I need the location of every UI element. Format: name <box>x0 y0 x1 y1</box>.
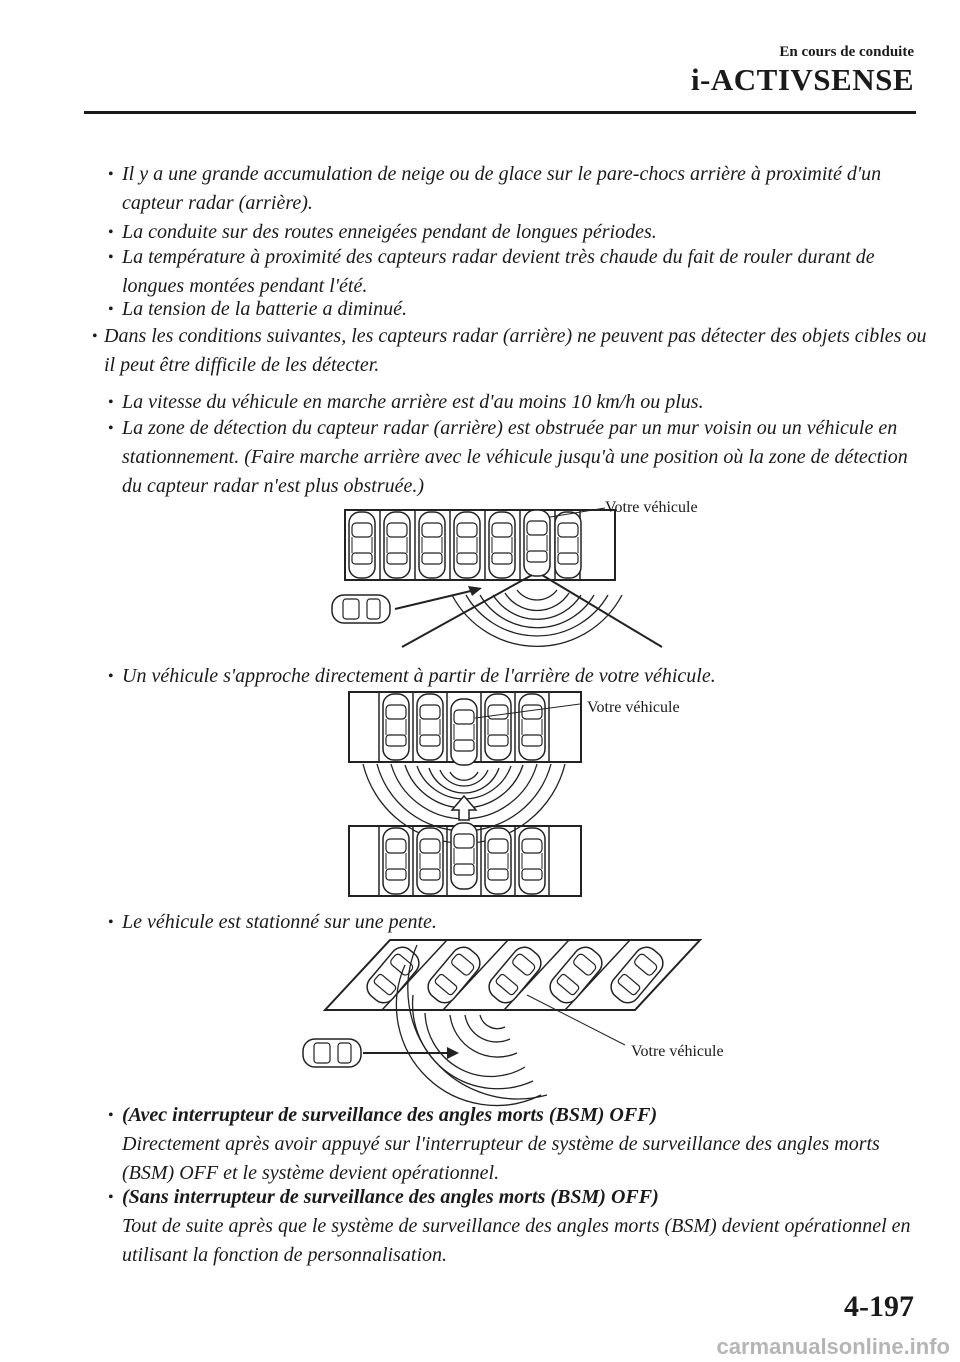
condition-obstructed <box>108 414 922 501</box>
bullet-text: Le véhicule est stationné sur une pente. <box>122 911 437 933</box>
your-vehicle <box>524 510 550 576</box>
figure-rear-approach <box>335 690 695 900</box>
bullet-text: La température à proximité des capteurs radar devient très chaude du fait de rouler durant de longues montées pendant l'été. <box>122 246 875 297</box>
watermark: carmanualsonline.info <box>716 1334 950 1359</box>
bullet-battery <box>108 295 922 324</box>
header-rule <box>84 111 916 114</box>
motion-arrow <box>395 590 475 609</box>
condition-slope <box>108 908 922 937</box>
bullet-dot: • <box>108 1107 114 1124</box>
bsm-text: Tout de suite après que le système de surveillance des angles morts (BSM) devient opérationnel en utilisant la fonction de personnalisation. <box>122 1215 911 1266</box>
bullet-text: Il y a une grande accumulation de neige ou de glace sur le pare-chocs arrière à proximité d'un capteur radar (arrière). <box>122 163 882 214</box>
passing-car <box>332 595 390 623</box>
figure-label: Votre véhicule <box>631 1043 724 1060</box>
approach-arrow <box>452 796 476 820</box>
bullet-dot: • <box>108 1189 114 1206</box>
bullet-dot: • <box>108 394 114 411</box>
bullet-dot: • <box>108 301 114 318</box>
detection-line-left <box>402 575 532 647</box>
bullet-dot: • <box>108 914 114 931</box>
bullet-dot: • <box>92 328 98 345</box>
detection-line-right <box>542 575 662 647</box>
bullet-dot: • <box>108 249 114 266</box>
figure-label: Votre véhicule <box>605 499 698 516</box>
main-bullet <box>92 322 934 380</box>
bullet-text: Un véhicule s'approche directement à partir de l'arrière de votre véhicule. <box>122 665 716 687</box>
condition-speed <box>108 388 922 417</box>
bsm-with-switch <box>108 1101 922 1188</box>
bullet-dot: • <box>108 668 114 685</box>
label-leader <box>527 995 625 1045</box>
figure-obstructed-zone <box>320 495 740 655</box>
bullet-dot: • <box>108 166 114 183</box>
figure-slope <box>295 935 745 1095</box>
bullet-dot: • <box>108 224 114 241</box>
figure-label: Votre véhicule <box>587 699 680 716</box>
bullet-text: Dans les conditions suivantes, les capteurs radar (arrière) ne peuvent pas détecter des objets cibles ou il peut être difficile de les détecter. <box>104 325 927 376</box>
approaching-car <box>303 1039 361 1067</box>
bullet-temperature <box>108 243 922 301</box>
your-vehicle <box>451 699 477 765</box>
bullet-text: La tension de la batterie a diminué. <box>122 298 407 320</box>
motion-arrowhead <box>468 586 482 596</box>
bsm-title: (Avec interrupteur de surveillance des angles morts (BSM) OFF) <box>122 1104 658 1126</box>
approaching-car <box>451 823 477 889</box>
bullet-text: La vitesse du véhicule en marche arrière est d'au moins 10 km/h ou plus. <box>122 391 704 413</box>
page-number: 4-197 <box>844 1290 914 1323</box>
motion-arrowhead <box>447 1047 459 1059</box>
bullet-text: La zone de détection du capteur radar (arrière) est obstruée par un mur voisin ou un véhicule en stationnement. (Faire marche arrière avec le véhicule jusqu'à une position où la zone de détection du capteur radar n'est plus obstruée.) <box>122 417 908 497</box>
bsm-text: Directement après avoir appuyé sur l'interrupteur de système de surveillance des angles morts (BSM) OFF et le système devient opérationnel. <box>122 1133 880 1184</box>
header-title: i-ACTIVSENSE <box>690 62 914 97</box>
header-section: En cours de conduite <box>779 44 914 60</box>
bullet-snow <box>108 160 922 218</box>
condition-rear-approach <box>108 662 922 691</box>
bullet-dot: • <box>108 420 114 437</box>
bullet-text: La conduite sur des routes enneigées pendant de longues périodes. <box>122 221 657 243</box>
bsm-title: (Sans interrupteur de surveillance des angles morts (BSM) OFF) <box>122 1186 659 1208</box>
bsm-without-switch <box>108 1183 922 1270</box>
radar-waves <box>452 590 622 646</box>
